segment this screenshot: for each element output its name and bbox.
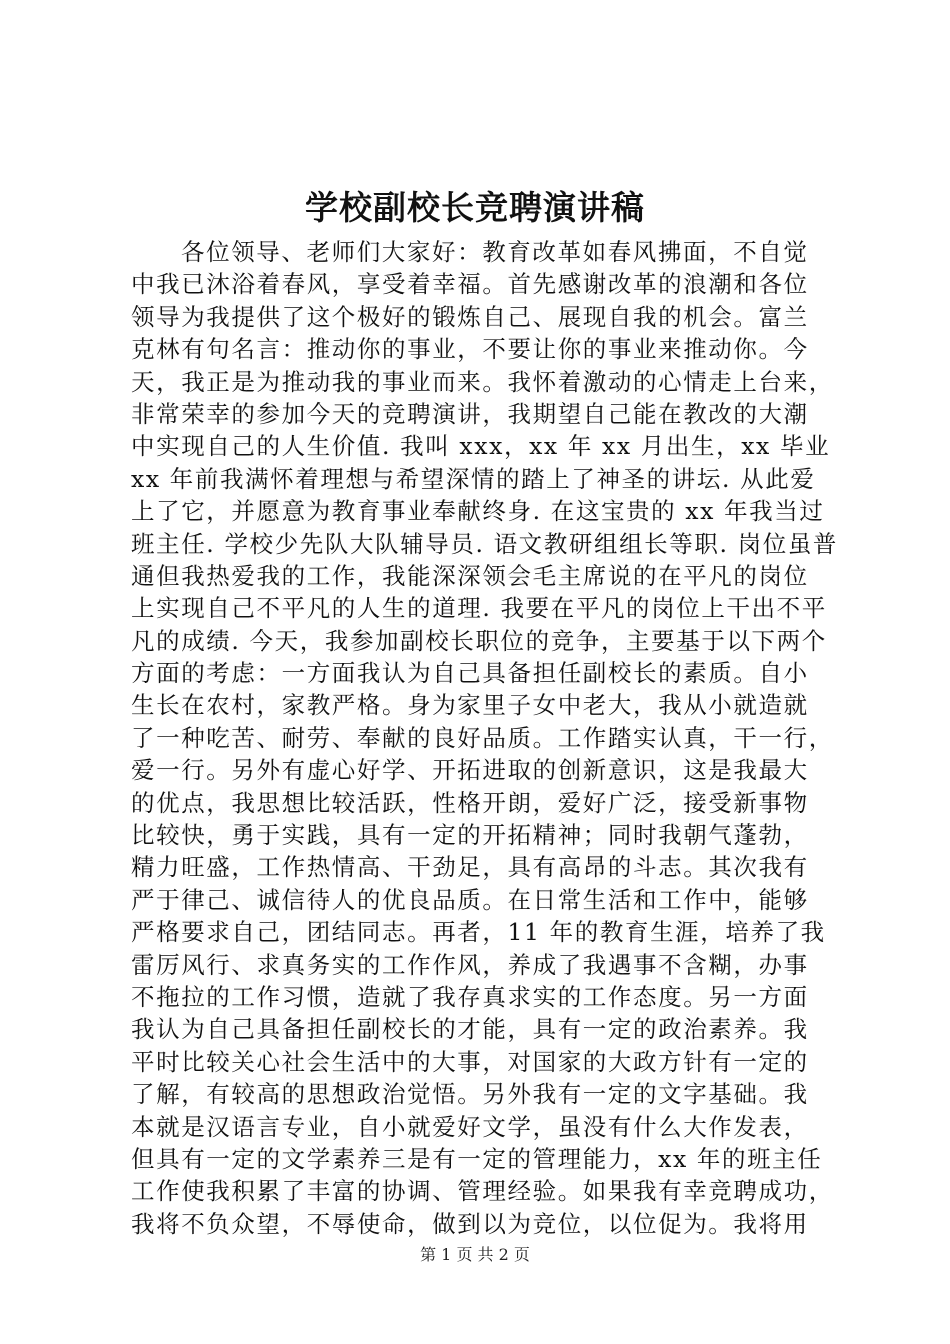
body-line: xx 年前我满怀着理想与希望深情的踏上了神圣的讲坛. 从此爱 xyxy=(131,464,816,493)
body-line: 上了它，并愿意为教育事业奉献终身. 在这宝贵的 xx 年我当过 xyxy=(131,497,825,526)
document-title: 学校副校长竞聘演讲稿 xyxy=(305,188,645,227)
page-footer: 第 1 页 共 2 页 xyxy=(420,1245,530,1264)
body-line: 天，我正是为推动我的事业而来。我怀着激动的心情走上台来， xyxy=(131,367,834,396)
body-line: 我将不负众望，不辱使命，做到以为竞位，以位促为。我将用 xyxy=(131,1209,809,1238)
body-line: 班主任. 学校少先队大队辅导员. 语文教研组组长等职. 岗位虽普 xyxy=(131,529,839,558)
body-line: 中实现自己的人生价值. 我叫 xxx，xx 年 xx 月出生，xx 毕业 xyxy=(131,432,831,461)
body-line: 精力旺盛，工作热情高、干劲足，具有高昂的斗志。其次我有 xyxy=(131,853,809,882)
body-line: 本就是汉语言专业，自小就爱好文学，虽没有什么大作发表， xyxy=(131,1112,809,1141)
body-line: 严格要求自己，团结同志。再者，11 年的教育生涯，培养了我 xyxy=(131,918,826,947)
body-line: 中我已沐浴着春风，享受着幸福。首先感谢改革的浪潮和各位 xyxy=(131,270,809,299)
body-line: 了解，有较高的思想政治觉悟。另外我有一定的文字基础。我 xyxy=(131,1080,809,1109)
body-line: 了一种吃苦、耐劳、奉献的良好品质。工作踏实认真，干一行， xyxy=(131,723,834,752)
body-line: 我认为自己具备担任副校长的才能，具有一定的政治素养。我 xyxy=(131,1015,809,1044)
body-line: 凡的成绩. 今天，我参加副校长职位的竞争，主要基于以下两个 xyxy=(131,626,827,655)
body-line: 工作使我积累了丰富的协调、管理经验。如果我有幸竞聘成功， xyxy=(131,1177,834,1206)
body-line: 不拖拉的工作习惯，造就了我存真求实的工作态度。另一方面 xyxy=(131,982,809,1011)
body-line: 克林有句名言：推动你的事业，不要让你的事业来推动你。今 xyxy=(131,335,809,364)
body-line: 严于律己、诚信待人的优良品质。在日常生活和工作中，能够 xyxy=(131,885,809,914)
body-line: 领导为我提供了这个极好的锻炼自己、展现自我的机会。富兰 xyxy=(131,302,809,331)
body-line: 非常荣幸的参加今天的竞聘演讲，我期望自己能在教改的大潮 xyxy=(131,399,809,428)
document-body xyxy=(131,236,845,1240)
body-line: 平时比较关心社会生活中的大事，对国家的大政方针有一定的 xyxy=(131,1047,809,1076)
body-line: 通但我热爱我的工作，我能深深领会毛主席说的在平凡的岗位 xyxy=(131,561,809,590)
body-line: 的优点，我思想比较活跃，性格开朗，爱好广泛，接受新事物 xyxy=(131,788,809,817)
body-line: 方面的考虑：一方面我认为自己具备担任副校长的素质。自小 xyxy=(131,659,809,688)
body-line: 各位领导、老师们大家好：教育改革如春风拂面，不自觉 xyxy=(181,238,809,266)
body-line: 但具有一定的文学素养三是有一定的管理能力，xx 年的班主任 xyxy=(131,1144,823,1173)
body-line: 爱一行。另外有虚心好学、开拓进取的创新意识，这是我最大 xyxy=(131,756,809,785)
body-line: 上实现自己不平凡的人生的道理. 我要在平凡的岗位上干出不平 xyxy=(131,594,827,623)
body-line: 比较快，勇于实践，具有一定的开拓精神；同时我朝气蓬勃， xyxy=(131,821,809,850)
body-line: 生长在农村，家教严格。身为家里子女中老大，我从小就造就 xyxy=(131,691,809,720)
body-line: 雷厉风行、求真务实的工作作风，养成了我遇事不含糊，办事 xyxy=(131,950,809,979)
